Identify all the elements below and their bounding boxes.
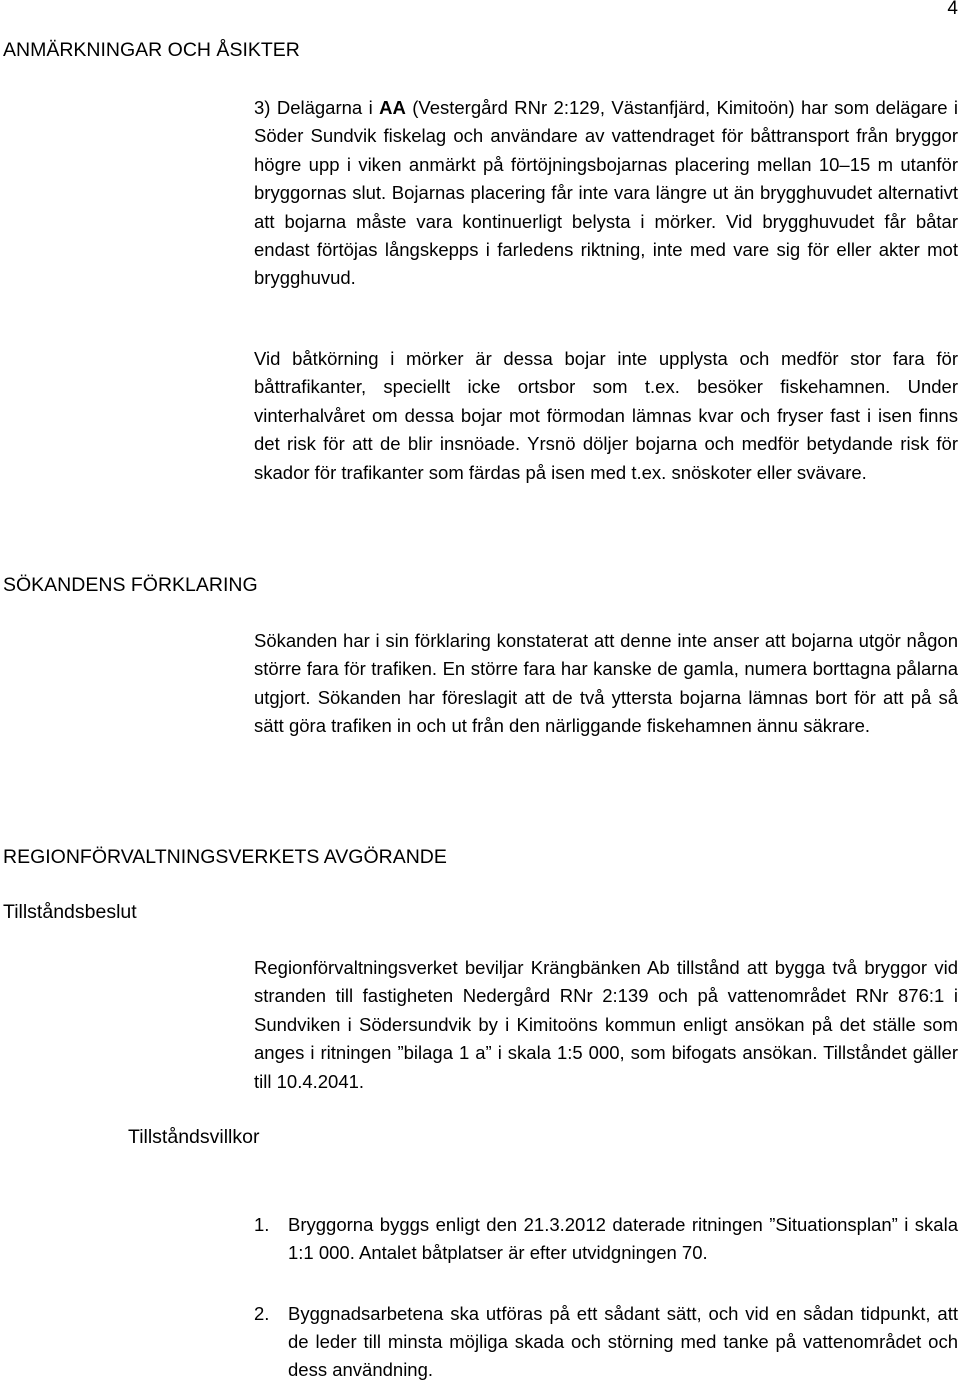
remarks-paragraph-1-body: (Vestergård RNr 2:129, Västanfjärd, Kimitoön) har som delägare i Söder Sundvik fiskelag och användare av vattendraget för båttransport från bryggor högre upp i viken anmärkt på förtöjningsbojarnas placering mellan 10–15 m utanför bryggornas slut. Bojarnas placering får inte vara längre ut än brygghuvudet alternativt att bojarna måste vara kontinuerligt belysta i mörker. Vid brygghuvudet får båtar endast förtöjas långskepps i farledens riktning, inte med vare sig för eller akter mot brygghuvud. xyxy=(254,97,959,289)
heading-permit-decision: Tillståndsbeslut xyxy=(3,901,137,923)
remarks-party-name: AA xyxy=(379,97,406,118)
heading-permit-conditions: Tillståndsvillkor xyxy=(128,1126,260,1148)
condition-item-1 xyxy=(254,1211,958,1267)
applicant-paragraph: Sökanden har i sin förklaring konstaterat att denne inte anser att bojarna utgör någon större fara för trafiken. En större fara har kanske de gamla, numera borttagna pålarna utgjort. Sökanden har föreslagit att de två yttersta bojarna lämnas bort för att på så sätt göra trafiken in och ut från den närliggande fiskehamnen ännu säkrare. xyxy=(254,630,958,737)
permit-paragraph: Regionförvaltningsverket beviljar Krängbänken Ab tillstånd att bygga två bryggor vid stranden till fastigheten Nedergård RNr 2:139 och på vattenområdet RNr 876:1 i Sundviken i Södersundvik by i Kimitoöns kommun enligt ansökan på det ställe som anges i ritningen ”bilaga 1 a” i skala 1:5 000, som bifogats ansökan. Tillståndet gäller till 10.4.2041. xyxy=(254,957,958,1092)
condition-number: 1. xyxy=(254,1214,270,1235)
page-number: 4 xyxy=(947,0,958,19)
heading-applicant-statement: SÖKANDENS FÖRKLARING xyxy=(3,574,258,596)
condition-number: 2. xyxy=(254,1303,270,1324)
remarks-paragraph-2: Vid båtkörning i mörker är dessa bojar inte upplysta och medför stor fara för båttrafikanter, speciellt icke ortsbor som t.ex. besöker fiskehamnen. Under vinterhalvåret om dessa bojar mot förmodan lämnas kvar och fryser fast i isen finns det risk för att de blir insnöade. Yrsnö döljer bojarna och medför betydande risk för skador för trafikanter som färdas på isen med t.ex. snöskoter eller svävare. xyxy=(254,348,958,483)
remarks-paragraph-1 xyxy=(254,94,958,293)
condition-text: Byggnadsarbetena ska utföras på ett sådant sätt, och vid en sådan tidpunkt, att de leder till minsta möjliga skada och störning med tanke på vattenområdet och dess användning. xyxy=(288,1303,958,1381)
remarks-paragraph-1-intro: 3) Delägarna i xyxy=(254,97,380,118)
condition-item-2 xyxy=(254,1300,958,1385)
condition-text: Bryggorna byggs enligt den 21.3.2012 daterade ritningen ”Situationsplan” i skala 1:1 000. Antalet båtplatser är efter utvidgningen 70. xyxy=(288,1214,958,1264)
heading-decision: REGIONFÖRVALTNINGSVERKETS AVGÖRANDE xyxy=(3,846,447,868)
heading-remarks: ANMÄRKNINGAR OCH ÅSIKTER xyxy=(3,39,300,61)
